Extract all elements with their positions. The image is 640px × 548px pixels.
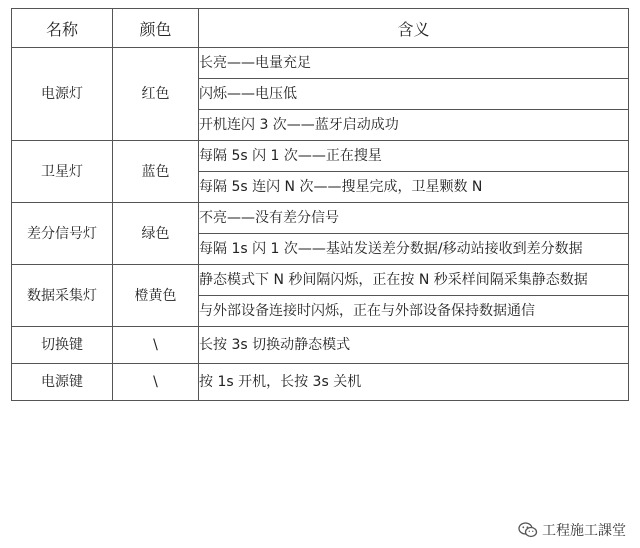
row-meaning: 长亮——电量充足 [199, 48, 629, 79]
table-header-row [12, 9, 629, 48]
row-name: 电源灯 [12, 48, 113, 141]
table-row [12, 327, 629, 364]
row-color: \ [113, 364, 199, 401]
table-row [12, 364, 629, 401]
header-meaning: 含义 [199, 9, 629, 48]
row-meaning: 与外部设备连接时闪烁，正在与外部设备保持数据通信 [199, 296, 629, 327]
row-meaning: 静态模式下 N 秒间隔闪烁，正在按 N 秒采样间隔采集静态数据 [199, 265, 629, 296]
table-row [12, 265, 629, 296]
row-meaning: 长按 3s 切换动静态模式 [199, 327, 629, 364]
row-meaning: 开机连闪 3 次——蓝牙启动成功 [199, 110, 629, 141]
row-color: 红色 [113, 48, 199, 141]
row-name: 切换键 [12, 327, 113, 364]
row-color: 橙黄色 [113, 265, 199, 327]
row-name: 数据采集灯 [12, 265, 113, 327]
row-name: 电源键 [12, 364, 113, 401]
watermark-text: 工程施工課堂 [542, 523, 626, 539]
row-color: 蓝色 [113, 141, 199, 203]
row-meaning: 每隔 5s 连闪 N 次——搜星完成，卫星颗数 N [199, 172, 629, 203]
row-meaning: 不亮——没有差分信号 [199, 203, 629, 234]
table-row [12, 48, 629, 79]
row-color: 绿色 [113, 203, 199, 265]
row-meaning: 闪烁——电压低 [199, 79, 629, 110]
row-name: 差分信号灯 [12, 203, 113, 265]
watermark [518, 520, 626, 540]
table-row [12, 203, 629, 234]
row-meaning: 按 1s 开机，长按 3s 关机 [199, 364, 629, 401]
header-color: 颜色 [113, 9, 199, 48]
header-name: 名称 [12, 9, 113, 48]
row-meaning: 每隔 5s 闪 1 次——正在搜星 [199, 141, 629, 172]
light-key-table [11, 8, 629, 401]
row-color: \ [113, 327, 199, 364]
wechat-icon [518, 522, 538, 538]
row-meaning: 每隔 1s 闪 1 次——基站发送差分数据/移动站接收到差分数据 [199, 234, 629, 265]
row-name: 卫星灯 [12, 141, 113, 203]
table-row [12, 141, 629, 172]
